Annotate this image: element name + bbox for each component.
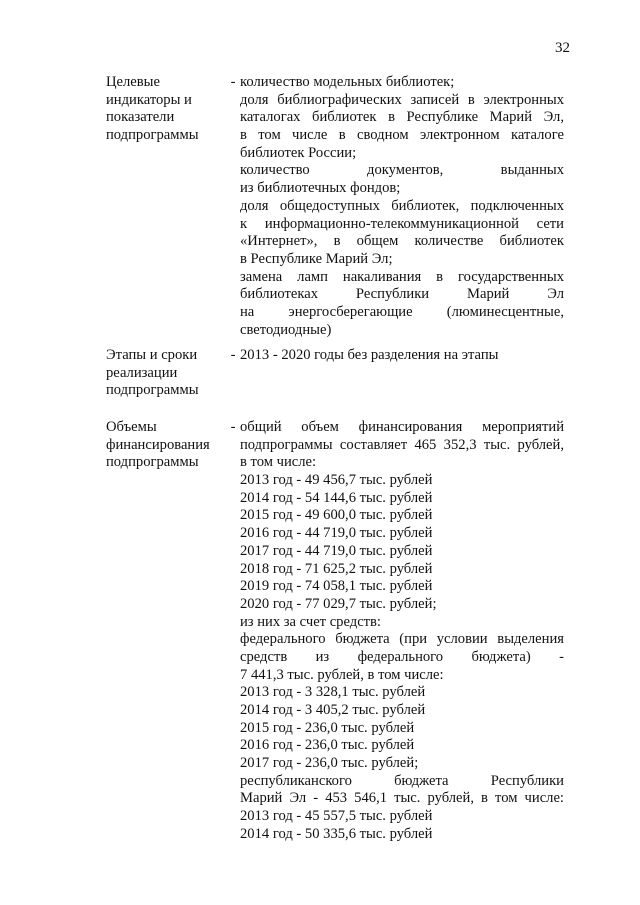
content-line: из них за счет средств:	[240, 613, 381, 630]
content-line: в том числе в сводном электронном каталоге	[240, 127, 564, 144]
content-line: доля общедоступных библиотек, подключенных	[240, 197, 564, 214]
section-label-line: Объемы	[106, 419, 157, 435]
content-line: 2015 год - 236,0 тыс. рублей	[240, 719, 415, 736]
section-label	[106, 74, 226, 339]
content-line: на энергосберегающие (люминесцентные,	[240, 303, 564, 320]
content-line: светодиодные)	[240, 321, 332, 338]
content-line: 2013 год - 49 456,7 тыс. рублей	[240, 472, 433, 489]
section-label-line: подпрограммы	[106, 127, 199, 144]
content-line: количество документов, выданных	[240, 162, 564, 179]
section-dash: -	[230, 347, 236, 363]
content-line: общий объем финансирования мероприятий	[240, 419, 564, 435]
content-line: 7 441,3 тыс. рублей, в том числе:	[240, 666, 444, 683]
section-content	[240, 74, 564, 339]
section-label-line: финансирования	[106, 436, 210, 453]
content-line: 2017 год - 44 719,0 тыс. рублей	[240, 542, 433, 559]
section-stages-and-terms	[106, 347, 566, 400]
section-label-line: подпрограммы	[106, 454, 199, 471]
content-line: замена ламп накаливания в государственных	[240, 268, 564, 285]
content-line: 2018 год - 71 625,2 тыс. рублей	[240, 560, 433, 577]
content-line: федерального бюджета (при условии выделения	[240, 631, 564, 648]
content-line: библиотеках Республики Марий Эл	[240, 286, 564, 303]
section-target-indicators	[106, 74, 566, 339]
content-line: в том числе:	[240, 454, 317, 471]
content-line: 2016 год - 44 719,0 тыс. рублей	[240, 525, 433, 542]
content-line: средств из федерального бюджета) -	[240, 648, 564, 665]
content-line: 2013 год - 45 557,5 тыс. рублей	[240, 808, 433, 825]
section-label-line: Этапы и сроки	[106, 347, 198, 363]
content-line: 2015 год - 49 600,0 тыс. рублей	[240, 507, 433, 524]
content-line: «Интернет», в общем количестве библиотек	[240, 233, 564, 250]
content-line: подпрограммы составляет 465 352,3 тыс. рублей,	[240, 436, 564, 453]
section-label	[106, 419, 226, 844]
content-line: 2014 год - 54 144,6 тыс. рублей	[240, 489, 433, 506]
section-content	[240, 347, 564, 400]
content-line: каталогах библиотек в Республике Марий Эл,	[240, 109, 564, 126]
section-label-line: Целевые	[106, 74, 160, 90]
content-line: количество модельных библиотек;	[240, 74, 455, 90]
content-line: из библиотечных фондов;	[240, 180, 401, 197]
content-line: 2014 год - 3 405,2 тыс. рублей	[240, 702, 426, 718]
section-label-line: индикаторы и	[106, 91, 192, 108]
section-dash: -	[230, 419, 236, 435]
content-line: библиотек России;	[240, 144, 357, 161]
content-line: 2019 год - 74 058,1 тыс. рублей	[240, 578, 433, 595]
content-line: 2013 год - 3 328,1 тыс. рублей	[240, 684, 426, 701]
content-line: 2016 год - 236,0 тыс. рублей	[240, 737, 415, 754]
section-financing-volumes	[106, 419, 566, 844]
content-line: доля библиографических записей в электронных	[240, 91, 564, 108]
content-line: 2014 год - 50 335,6 тыс. рублей	[240, 825, 433, 842]
section-label	[106, 347, 226, 400]
content-line: 2017 год - 236,0 тыс. рублей;	[240, 755, 419, 772]
section-label-line: реализации	[106, 364, 178, 381]
content-line: к информационно-телекоммуникационной сети	[240, 215, 564, 232]
section-label-line: показатели	[106, 109, 175, 126]
section-label-line: подпрограммы	[106, 382, 199, 399]
section-dash: -	[230, 74, 236, 90]
content-line: Марий Эл - 453 546,1 тыс. рублей, в том числе:	[240, 790, 564, 807]
page-number: 32	[555, 40, 570, 56]
content-line: 2020 год - 77 029,7 тыс. рублей;	[240, 595, 437, 612]
content-line: в Республике Марий Эл;	[240, 250, 393, 267]
content-line: 2013 - 2020 годы без разделения на этапы	[240, 347, 499, 363]
content-line: республиканского бюджета Республики	[240, 772, 564, 789]
section-content	[240, 419, 564, 844]
